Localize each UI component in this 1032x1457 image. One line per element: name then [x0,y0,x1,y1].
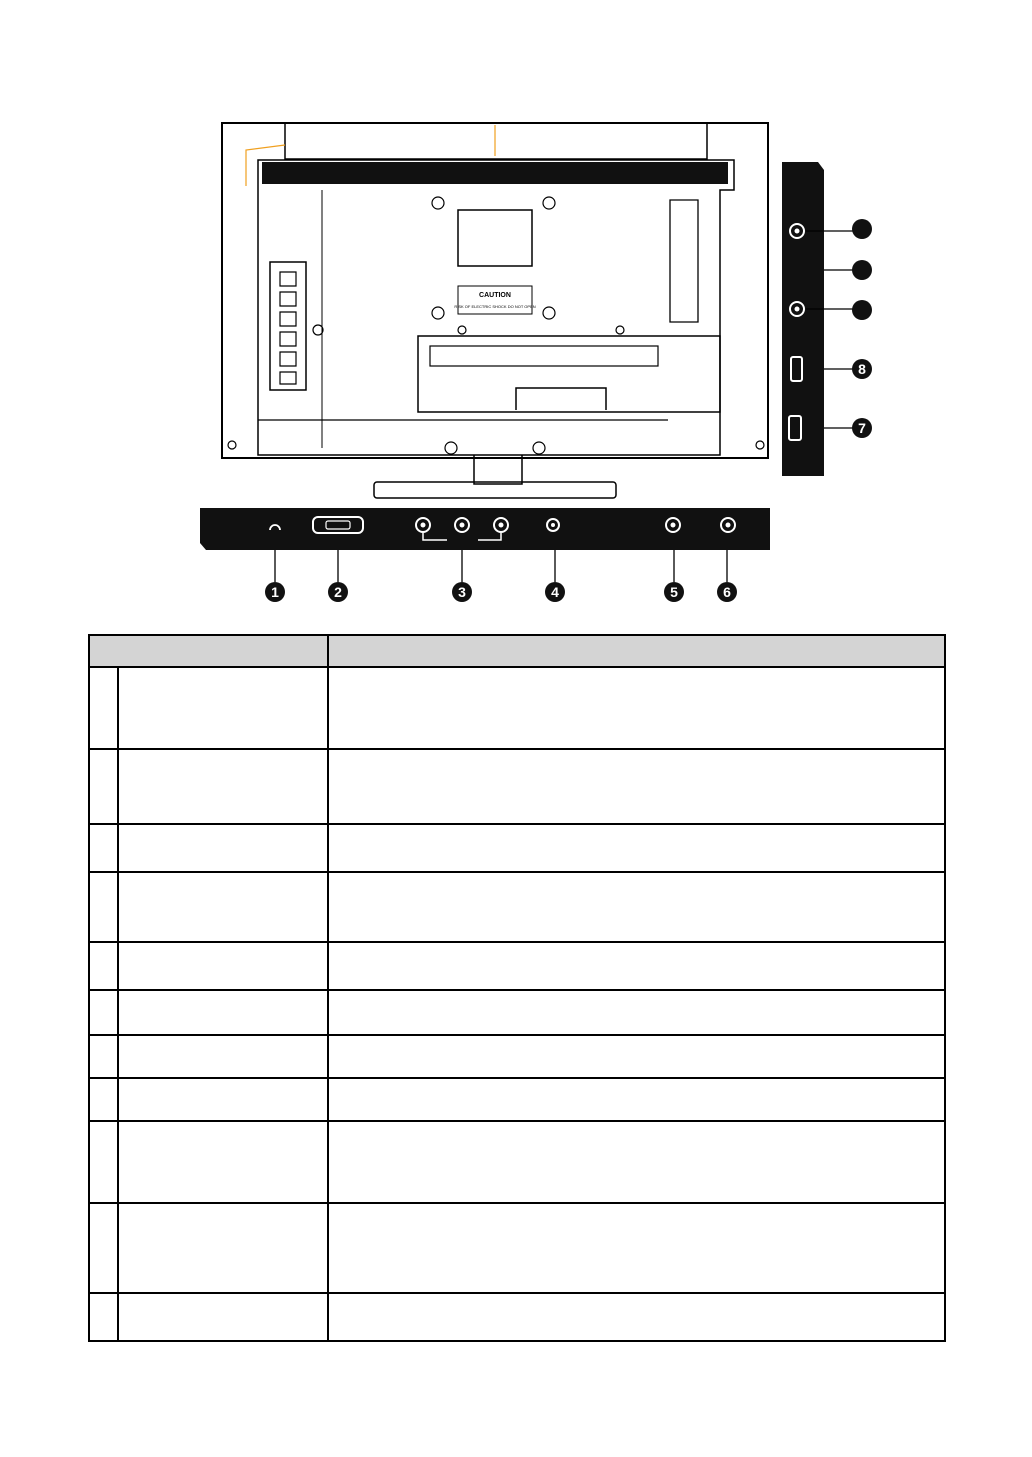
callout-number: 6 [723,584,731,600]
callout-number: 3 [458,584,466,600]
cell-name [118,1035,328,1078]
header-terminal [89,635,328,667]
table-row [89,942,945,990]
cell-desc [328,1121,945,1203]
bottom-terminal-strip [200,508,770,550]
bottom-callouts [265,582,737,602]
cell-desc [328,942,945,990]
callout-bubble [852,219,872,239]
cell-num [89,990,118,1035]
cell-name [118,824,328,872]
cell-desc [328,872,945,942]
cell-name [118,749,328,824]
cell-name [118,1121,328,1203]
callout-number: 2 [334,584,342,600]
table-row [89,1035,945,1078]
side-callouts [852,219,872,438]
cell-desc [328,1035,945,1078]
cell-num [89,872,118,942]
callout-number: 5 [670,584,678,600]
cell-desc [328,824,945,872]
cell-desc [328,667,945,749]
callout-number: 1 [271,584,279,600]
table-row [89,1293,945,1341]
cell-desc [328,1078,945,1121]
terminal-spec-table [88,634,946,1342]
cell-name [118,1078,328,1121]
table-row [89,872,945,942]
caution-subtitle: RISK OF ELECTRIC SHOCK DO NOT OPEN [454,304,536,309]
table-row [89,667,945,749]
callout-bubble [852,260,872,280]
cell-num [89,1121,118,1203]
table-row [89,990,945,1035]
cell-desc [328,749,945,824]
cell-desc [328,990,945,1035]
cell-num [89,824,118,872]
caution-label [454,292,535,309]
cell-num [89,942,118,990]
table-row [89,1203,945,1293]
cell-name [118,872,328,942]
cell-name [118,1293,328,1341]
table-row [89,749,945,824]
cell-num [89,749,118,824]
table-row [89,1121,945,1203]
header-description [328,635,945,667]
cell-num [89,1035,118,1078]
callout-number: 7 [858,420,866,436]
cell-desc [328,1293,945,1341]
callout-bubble [852,300,872,320]
caution-title: CAUTION [479,292,511,299]
callout-number: 4 [551,584,559,600]
tv-rear-diagram [0,0,1032,620]
cell-num [89,667,118,749]
cell-num [89,1078,118,1121]
callout-number: 8 [858,361,866,377]
cell-num [89,1293,118,1341]
cell-name [118,942,328,990]
cell-name [118,667,328,749]
cell-name [118,1203,328,1293]
cell-name [118,990,328,1035]
cell-desc [328,1203,945,1293]
cell-num [89,1203,118,1293]
table-row [89,824,945,872]
table-row [89,1078,945,1121]
table-header-row [89,635,945,667]
